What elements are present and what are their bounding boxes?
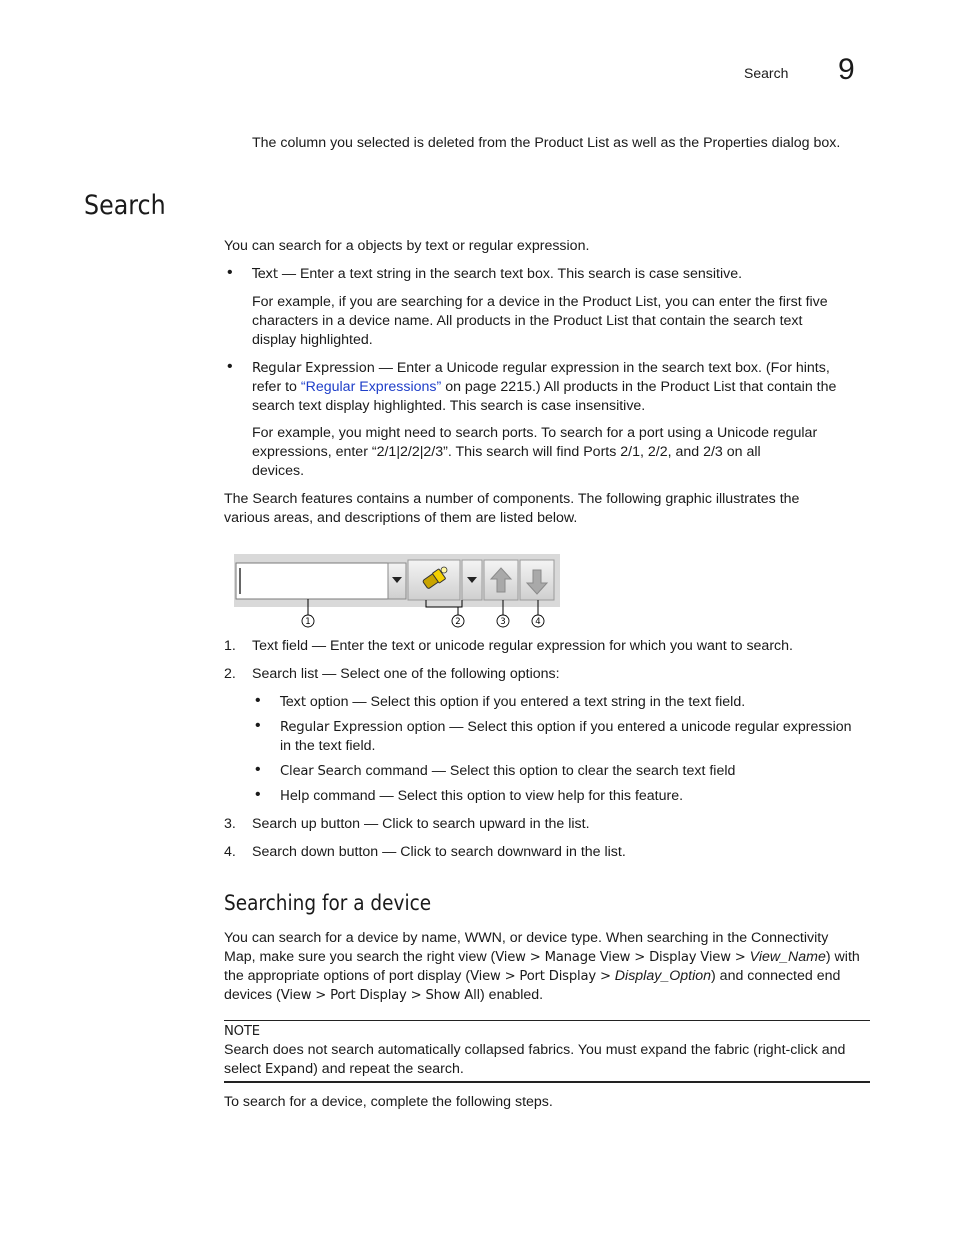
sub-item-help	[280, 787, 683, 806]
bullet-regex-option	[252, 359, 836, 416]
list-item-text-field: Text field — Enter the text or unicode regular expression for which you want to search.	[252, 638, 793, 654]
components-line: The Search features contains a number of components. The following graphic illustrates the	[224, 491, 800, 507]
search-toolbar-figure	[230, 548, 570, 632]
list-number: 4.	[224, 844, 236, 860]
note-block	[224, 1022, 845, 1079]
paragraph-text: ) with	[825, 949, 860, 965]
paragraph-text: ) and connected end	[711, 968, 841, 984]
list-number: 2.	[224, 666, 236, 682]
search-text-field[interactable]	[236, 563, 388, 599]
bullet-marker: •	[255, 692, 261, 709]
ui-term-regular-expression: Regular Expression	[280, 720, 403, 735]
paragraph-text: ) enabled.	[480, 987, 544, 1003]
sub-item-desc: in the text field.	[280, 738, 376, 754]
search-up-button[interactable]	[484, 560, 518, 600]
menu-path: View > Port Display >	[470, 969, 615, 984]
text-example-line: characters in a device name. All products in the Product List that contain the search text	[252, 313, 803, 329]
bullet-text-desc: — Enter a text string in the search text box. This search is case sensitive.	[277, 266, 743, 282]
bullet-text-option	[252, 265, 742, 284]
bullet-marker: •	[227, 264, 233, 281]
ui-term-help: Help	[280, 789, 310, 804]
text-field-dropdown-button[interactable]	[388, 563, 406, 599]
ui-term-expand: Expand	[265, 1062, 314, 1077]
placeholder-text: Display_Option	[614, 968, 712, 984]
section-intro: You can search for a objects by text or regular expression.	[224, 238, 590, 254]
regex-example-line: devices.	[252, 463, 305, 479]
intro-paragraph: The column you selected is deleted from the Product List as well as the Properties dialog box.	[252, 135, 841, 151]
list-number: 3.	[224, 816, 236, 832]
sub-item-desc: option — Select this option if you entered a unicode regular expression	[402, 719, 852, 735]
components-paragraph	[224, 490, 799, 528]
subsection-title: Searching for a device	[224, 891, 432, 915]
search-list-dropdown-button[interactable]	[462, 560, 482, 600]
steps-intro: To search for a device, complete the following steps.	[224, 1094, 553, 1110]
ui-term-text: Text	[280, 695, 306, 710]
regex-example-line: expressions, enter “2/1|2/2|2/3”. This search will find Ports 2/1, 2/2, and 2/3 on all	[252, 444, 761, 460]
ui-term-text: Text	[252, 267, 278, 282]
note-text: select	[224, 1061, 266, 1077]
sub-item-desc: option — Select this option if you entered a text string in the text field.	[305, 694, 746, 710]
list-item-search-list: Search list — Select one of the following options:	[252, 666, 560, 682]
text-example-line: For example, if you are searching for a device in the Product List, you can enter the first five	[252, 294, 828, 310]
sub-item-regular-expression	[280, 718, 852, 756]
paragraph-text: the appropriate options of port display (	[224, 968, 471, 984]
regex-example-line: For example, you might need to search ports. To search for a port using a Unicode regular	[252, 425, 818, 441]
regular-expressions-link[interactable]: “Regular Expressions”	[300, 379, 442, 395]
ui-term-clear-search: Clear Search	[280, 764, 362, 779]
sub-item-clear-search	[280, 762, 735, 781]
bullet-marker: •	[255, 761, 261, 778]
note-top-rule	[224, 1020, 870, 1021]
bullet-marker: •	[255, 786, 261, 803]
paragraph-line: You can search for a device by name, WWN, or device type. When searching in the Connectivity	[224, 930, 829, 946]
regex-desc: on page 2215.) All products in the Product List that contain the	[441, 379, 837, 395]
subsection-paragraph	[224, 929, 860, 1005]
placeholder-text: View_Name	[749, 949, 826, 965]
chapter-number: 9	[838, 53, 855, 86]
components-line: various areas, and descriptions of them are listed below.	[224, 510, 578, 526]
regex-desc: refer to	[252, 379, 301, 395]
sub-item-text	[280, 693, 745, 712]
callout-number: 4	[535, 617, 541, 627]
paragraph-text: Map, make sure you search the right view (	[224, 949, 496, 965]
callout-number: 2	[455, 617, 461, 627]
ui-term-regular-expression: Regular Expression	[252, 361, 375, 376]
note-line: Search does not search automatically collapsed fabrics. You must expand the fabric (right-click and	[224, 1042, 846, 1058]
running-header-section: Search	[744, 65, 789, 81]
menu-path: View > Manage View > Display View >	[495, 950, 750, 965]
search-list-button[interactable]	[408, 560, 460, 600]
callout-number: 1	[305, 617, 311, 627]
paragraph-text: devices (	[224, 987, 281, 1003]
note-bottom-rule	[224, 1081, 870, 1083]
callout-number: 3	[500, 617, 506, 627]
sub-item-desc: command — Select this option to view help for this feature.	[309, 788, 684, 804]
regex-example	[252, 424, 817, 481]
bullet-marker: •	[227, 358, 233, 375]
note-text: ) and repeat the search.	[313, 1061, 464, 1077]
list-item-search-down: Search down button — Click to search downward in the list.	[252, 844, 626, 860]
sub-item-desc: command — Select this option to clear the search text field	[361, 763, 736, 779]
bullet-marker: •	[255, 717, 261, 734]
menu-path: View > Port Display > Show All	[280, 988, 481, 1003]
regex-desc: search text display highlighted. This search is case insensitive.	[252, 398, 646, 414]
list-item-search-up: Search up button — Click to search upward in the list.	[252, 816, 590, 832]
regex-desc: — Enter a Unicode regular expression in the search text box. (For hints,	[374, 360, 830, 376]
section-title: Search	[84, 190, 166, 221]
text-example-line: display highlighted.	[252, 332, 373, 348]
note-label: NOTE	[224, 1024, 260, 1039]
list-number: 1.	[224, 638, 236, 654]
search-down-button[interactable]	[520, 560, 554, 600]
callout-circles	[302, 615, 544, 627]
text-example	[252, 293, 828, 350]
